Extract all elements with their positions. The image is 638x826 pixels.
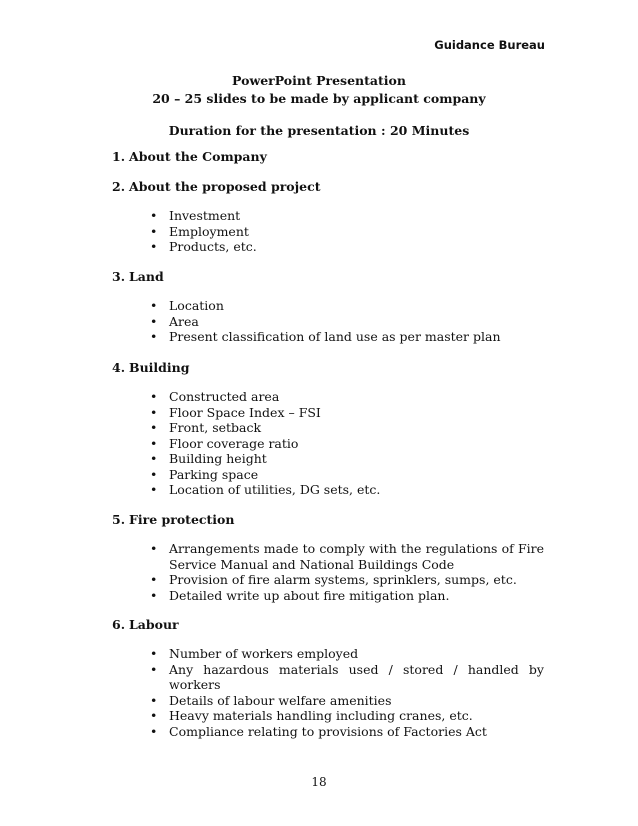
document-header: Guidance Bureau [434,38,545,52]
section-number: 5. [112,512,126,527]
section-number: 3. [112,269,126,284]
document-title: PowerPoint Presentation [232,73,406,88]
list-item: • Details of labour welfare amenities [150,693,544,709]
section-title: Land [129,269,164,284]
proposed-project-list [150,208,544,255]
list-item: • Arrangements made to comply with the regulations of Fire Service Manual and National Buildings Code [150,541,544,572]
list-item: • Investment [150,208,544,224]
section-heading-building [112,360,189,375]
section-title: Building [129,360,190,375]
list-item: • Constructed area [150,389,544,405]
section-number: 1. [112,149,126,164]
list-item: • Front, setback [150,420,544,436]
section-title: Labour [129,617,179,632]
section-title: Fire protection [129,512,235,527]
list-item: • Products, etc. [150,239,544,255]
section-number: 6. [112,617,126,632]
document-subtitle: 20 – 25 slides to be made by applicant company [152,91,486,106]
list-item: • Any hazardous materials used / stored / handled by workers [150,662,544,693]
presentation-duration: Duration for the presentation : 20 Minutes [168,123,470,138]
list-item: • Heavy materials handling including cranes, etc. [150,708,544,724]
section-heading-fire-protection [112,512,234,527]
section-title: About the Company [129,149,267,164]
list-item: • Compliance relating to provisions of Factories Act [150,724,544,740]
list-item: • Floor coverage ratio [150,436,544,452]
section-number: 4. [112,360,126,375]
fire-protection-list [150,541,544,603]
land-list [150,298,544,345]
list-item: • Location of utilities, DG sets, etc. [150,482,544,498]
labour-list [150,646,544,739]
list-item: • Provision of fire alarm systems, sprinklers, sumps, etc. [150,572,544,588]
list-item: • Present classification of land use as per master plan [150,329,544,345]
list-item: • Employment [150,224,544,240]
list-item: • Floor Space Index – FSI [150,405,544,421]
list-item: • Parking space [150,467,544,483]
list-item: • Number of workers employed [150,646,544,662]
list-item: • Area [150,314,544,330]
section-heading-land [112,269,164,284]
section-heading-proposed-project [112,179,321,194]
section-title: About the proposed project [129,179,321,194]
list-item: • Building height [150,451,544,467]
list-item: • Detailed write up about fire mitigation plan. [150,588,544,604]
building-list [150,389,544,498]
section-heading-about-company [112,149,267,164]
page-number: 18 [311,775,327,789]
section-number: 2. [112,179,126,194]
list-item: • Location [150,298,544,314]
section-heading-labour [112,617,179,632]
